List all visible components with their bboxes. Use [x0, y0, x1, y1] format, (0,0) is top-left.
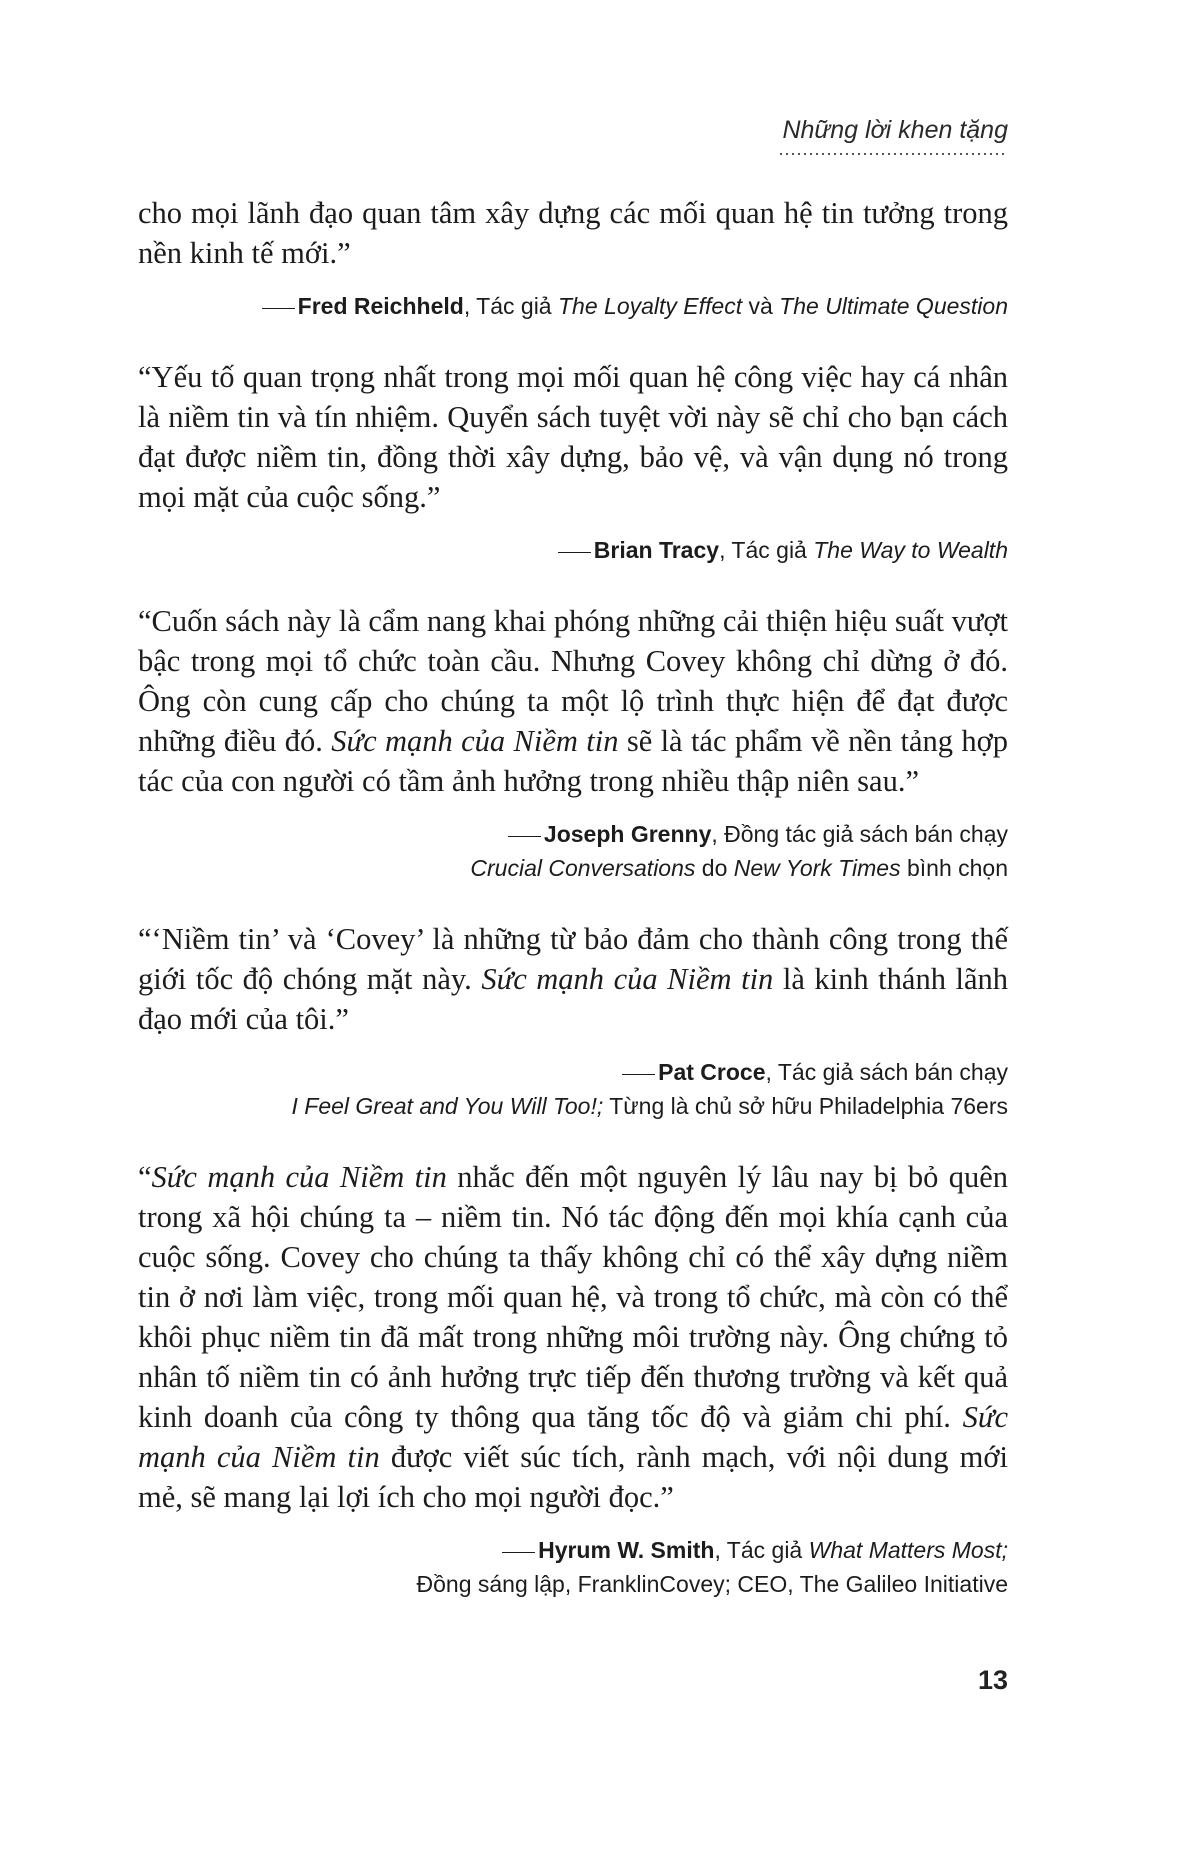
attribution-dash: [508, 836, 541, 837]
author-name: Pat Croce: [658, 1059, 766, 1085]
attribution-dash: [558, 552, 591, 553]
quote-text: cho mọi lãnh đạo quan tâm xây dựng các mối quan hệ tin tưởng trong nền kinh tế mới.”: [138, 196, 1008, 270]
testimonial-pat-croce: [138, 919, 1008, 1123]
attribution: Pat Croce, Tác giả sách bán chạy I Feel Great and You Will Too!; Từng là chủ sở hữu Philadelphia 76ers: [291, 1059, 1008, 1119]
author-name: Brian Tracy: [593, 537, 720, 563]
author-name: Fred Reichheld: [297, 293, 464, 319]
testimonial-fred-reichheld: [138, 193, 1008, 323]
quote-text: “Yếu tố quan trọng nhất trong mọi mối quan hệ công việc hay cá nhân là niềm tin và tín nhiệm. Quyển sách tuyệt vời này sẽ chỉ cho bạn cách đạt được niềm tin, đồng thời xây dựng, bảo vệ, và vận dụng nó trong mọi mặt của cuộc sống.”: [138, 360, 1008, 514]
attribution: Brian Tracy, Tác giả The Way to Wealth: [138, 533, 1008, 567]
quote-text: “Cuốn sách này là cẩm nang khai phóng những cải thiện hiệu suất vượt bậc trong mọi tổ chức toàn cầu. Nhưng Covey không chỉ dừng ở đó. Ông còn cung cấp cho chúng ta một lộ trình thực hiện để đạt được những điều đó. Sức mạnh của Niềm tin sẽ là tác phẩm về nền tảng hợp tác của con người có tầm ảnh hưởng trong nhiều thập niên sau.”: [138, 604, 1008, 798]
page-number: 13: [977, 1665, 1008, 1695]
quote-text: “‘Niềm tin’ và ‘Covey’ là những từ bảo đảm cho thành công trong thế giới tốc độ chóng mặt này. Sức mạnh của Niềm tin là kinh thánh lãnh đạo mới của tôi.”: [138, 922, 1008, 1036]
header-dotted-rule: [778, 151, 1008, 157]
attribution: Fred Reichheld, Tác giả The Loyalty Effect và The Ultimate Question: [138, 289, 1008, 323]
author-name: Joseph Grenny: [543, 821, 712, 847]
attribution: Joseph Grenny, Đồng tác giả sách bán chạy Crucial Conversations do New York Times bình chọn: [470, 821, 1008, 881]
testimonial-joseph-grenny: [138, 601, 1008, 885]
attribution: Hyrum W. Smith, Tác giả What Matters Most; Đồng sáng lập, FranklinCovey; CEO, The Galileo Initiative: [416, 1537, 1008, 1597]
attribution-dash: [622, 1074, 655, 1075]
testimonial-hyrum-smith: [138, 1157, 1008, 1601]
attribution-dash: [502, 1552, 535, 1553]
testimonial-brian-tracy: [138, 357, 1008, 567]
quote-text: “Sức mạnh của Niềm tin nhắc đến một nguyên lý lâu nay bị bỏ quên trong xã hội chúng ta – niềm tin. Nó tác động đến mọi khía cạnh của cuộc sống. Covey cho chúng ta thấy không chỉ có thể xây dựng niềm tin ở nơi làm việc, trong mối quan hệ, và trong tổ chức, mà còn có thể khôi phục niềm tin đã mất trong những môi trường này. Ông chứng tỏ nhân tố niềm tin có ảnh hưởng trực tiếp đến thương trường và kết quả kinh doanh của công ty thông qua tăng tốc độ và giảm chi phí. Sức mạnh của Niềm tin được viết súc tích, rành mạch, với nội dung mới mẻ, sẽ mang lại lợi ích cho mọi người đọc.”: [138, 1160, 1008, 1514]
author-name: Hyrum W. Smith: [538, 1537, 715, 1563]
attribution-dash: [262, 308, 295, 309]
testimonials: [138, 193, 1008, 1635]
running-header: Những lời khen tặng: [782, 116, 1008, 144]
